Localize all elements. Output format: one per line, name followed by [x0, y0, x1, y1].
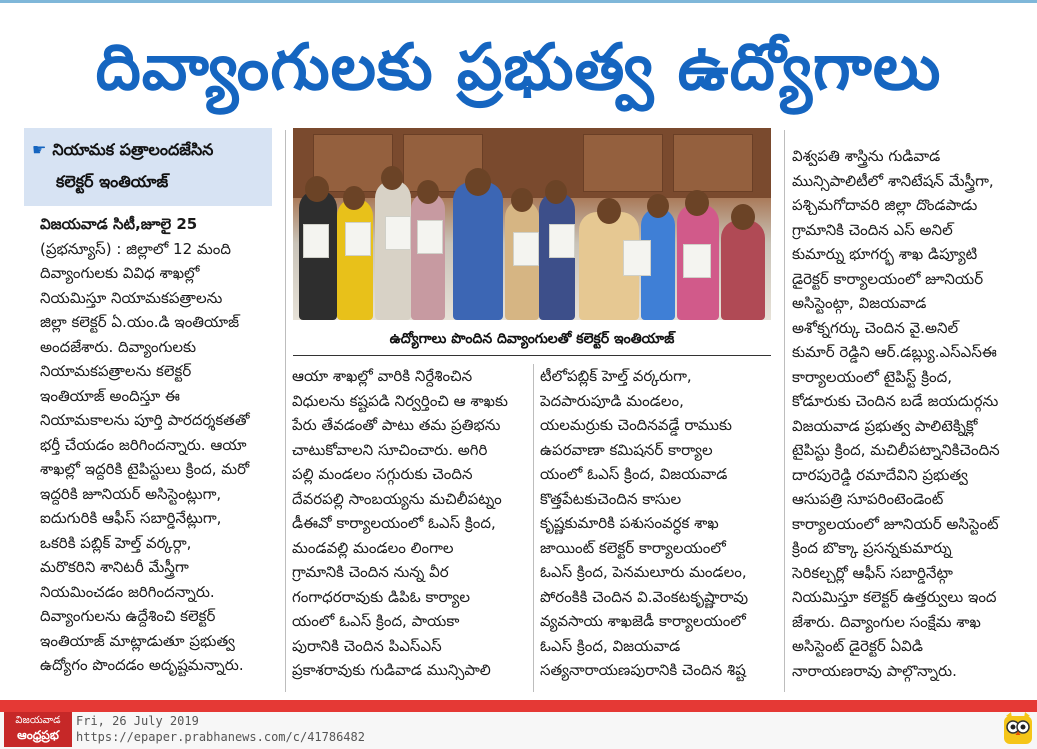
subhead-line-2: కలెక్టర్ ఇంతియాజ్ [56, 172, 169, 191]
article-line: ఒకరికి పబ్లిక్ హెల్త్ వర్కర్గా, [40, 533, 192, 552]
article-line: కోడూరుకు చెందిన బడే జయదుర్గను [792, 392, 999, 410]
article-line: నియామకపత్రాలను కలెక్టర్ [40, 362, 192, 380]
photo-paper [623, 240, 651, 276]
article-column-2 [292, 364, 532, 692]
edition-date: Fri, 26 July 2019 [76, 714, 199, 728]
photo-paper [385, 216, 411, 250]
article-line: డీఈవో కార్యాలయంలో ఓఎస్ క్రింద, [292, 514, 496, 532]
photo-head [545, 180, 567, 204]
photo-person [375, 180, 411, 320]
photo-head [305, 176, 329, 202]
article-line: కార్యాలయంలో జూనియర్ అసిస్టెంట్ [792, 514, 999, 533]
article-line: ఆసుపత్రి సూపరింటెండెంట్ [792, 490, 944, 508]
article-line: పెదపారుపూడి మండలం, [540, 391, 684, 410]
article-line: కుమార్ను భూగర్భ శాఖ డిప్యూటి [792, 245, 978, 263]
article-line: ఉపరవాణా కమిషనర్ కార్యాల [540, 440, 713, 459]
photo-head [381, 166, 403, 190]
article-line: దేవరపల్లి సాంబయ్యను మచిలీపట్నం [292, 489, 502, 508]
article-line: పురానికి చెందిన పిఎస్ఎస్ [292, 636, 442, 655]
photo-head [343, 186, 365, 210]
article-line: కార్యాలయంలో టైపిస్ట్ క్రింద, [792, 367, 953, 386]
article-line: ఇంతియాజ్ అందిస్తూ ఈ [40, 386, 180, 405]
photo-wall-panel [673, 134, 753, 192]
photo-head [731, 204, 755, 230]
article-line: విశ్వపతి శాస్త్రిను గుడివాడ [792, 147, 941, 165]
article-line: క్రింద బొక్కా ప్రసన్నకుమార్ను [792, 539, 952, 557]
article-line: నారాయణరావు పాల్గొన్నారు. [792, 661, 957, 680]
article-line: మరొకరిని శానిటరీ మేస్త్రీగా [40, 558, 189, 576]
article-line: వ్యవసాయ శాఖజెడీ కార్యాలయంలో [540, 612, 746, 630]
photo-paper [549, 224, 575, 258]
article-line: ఓఎస్ క్రింద, విజయవాడ [540, 636, 681, 655]
article-line: ఇద్దరికి జూనియర్ అసిస్టెంట్లుగా, [40, 484, 222, 503]
article-line: అసిస్టెంట్గా, విజయవాడ [792, 294, 927, 312]
article-line: మున్సిపాలిటీలో శానిటేషన్ మేస్త్రీగా, [792, 171, 994, 190]
article-column-1 [40, 212, 280, 692]
logo-edition: విజయవాడ [15, 715, 61, 726]
headline: దివ్యాంగులకు ప్రభుత్వ ఉద్యోగాలు [95, 31, 942, 105]
article-line: కృష్ణకుమారికి పశుసంవర్ధక శాఖ [540, 514, 719, 532]
article-line: ఆయా శాఖల్లో వారికి నిర్దేశించిన [292, 367, 473, 385]
photo-person [721, 220, 765, 320]
photo-head [417, 180, 439, 204]
article-line: గంగాధరరావుకు డిపిఓ కార్యాల [292, 587, 471, 606]
photo-person [337, 198, 373, 320]
article-line: టీలోపబ్లిక్ హెల్త్ వర్కరుగా, [540, 367, 692, 385]
photo-paper [345, 222, 371, 256]
article-line: జాయింట్ కలెక్టర్ కార్యాలయంలో [540, 538, 726, 557]
photo-paper [303, 224, 329, 258]
article-line: ఓఎస్ క్రింద, పెనమలూరు మండలం, [540, 563, 747, 581]
article-line: డైరెక్టర్ కార్యాలయంలో జూనియర్ [792, 269, 984, 288]
article-line: విజయవాడ ప్రభుత్వ పాలిటెక్నిక్లో [792, 416, 978, 435]
photo-wall-panel [583, 134, 663, 192]
article-column-4 [792, 144, 1032, 692]
article-line: దారపురెడ్డి రమాదేవిని ప్రభుత్వ [792, 465, 968, 484]
article-line: (ప్రభన్యూస్) : జిల్లాలో 12 మంది [40, 239, 231, 258]
photo-head [647, 194, 669, 218]
column-divider [533, 364, 534, 692]
article-line: యంలో ఓఎస్ క్రింద, పాయకా [292, 612, 460, 630]
article-line: జిల్లా కలెక్టర్ ఏ.యం.డి ఇంతియాజ్ [40, 313, 240, 331]
article-line: అందజేశారు. దివ్యాంగులకు [40, 337, 197, 356]
pointing-hand-icon: ☛ [32, 140, 47, 159]
article-line: టైపిస్టు క్రింద, మచిలీపట్నానికిచెందిన [792, 441, 1000, 459]
newspaper-logo[interactable] [4, 712, 72, 747]
dateline: విజయవాడ సిటీ,జూలై 25 [40, 215, 198, 233]
article-line: మండవల్లి మండలం లింగాల [292, 538, 454, 557]
photo-person [453, 182, 503, 320]
article-line: పోరంకికి చెందిన వి.వెంకటకృష్ణారావు [540, 587, 749, 606]
article-line: నియమిస్తూ కలెక్టర్ ఉత్తర్వులు ఇంద [792, 588, 997, 606]
article-line: దివ్యాంగులకు వివిధ శాఖల్లో [40, 264, 200, 282]
photo-person [411, 192, 445, 320]
photo-paper [513, 232, 539, 266]
article-line: చాటుకోవాలని సూచించారు. అగిరి [292, 440, 488, 459]
article-column-3 [540, 364, 780, 692]
article-line: ప్రకాశరావుకు గుడివాడ మున్సిపాలి [292, 661, 491, 679]
subhead-box [24, 128, 272, 206]
article-line: అసిస్టెంట్ డైరెక్టర్ ఏవిడి [792, 637, 923, 655]
news-photo [293, 128, 771, 320]
photo-head [597, 198, 621, 224]
article-line: దివ్యాంగులను ఉద్దేశించి కలెక్టర్ [40, 607, 216, 625]
article-line: అశోక్నగర్కు చెందిన వై.అనిల్ [792, 318, 959, 337]
photo-paper [417, 220, 443, 254]
photo-head [465, 168, 491, 196]
article-line: కుమార్ రెడ్డిని ఆర్.డబ్ల్యు.ఎస్ఎస్ఈ [792, 343, 997, 361]
top-rule [0, 0, 1037, 3]
logo-name: ఆంధ్రప్రభ [17, 728, 59, 742]
subhead-line-1 [32, 134, 264, 166]
photo-paper [683, 244, 711, 278]
article-line: నియమించడం జరిగిందన్నారు. [40, 582, 215, 601]
column-divider [285, 130, 286, 692]
epaper-link[interactable]: https://epaper.prabhanews.com/c/41786482 [76, 730, 365, 744]
article-line: జేశారు. దివ్యాంగుల సంక్షేమ శాఖ [792, 612, 981, 631]
article-line: నియమిస్తూ నియామకపత్రాలను [40, 288, 223, 307]
article-line: గ్రామానికి చెందిన నున్న వీర [292, 563, 449, 581]
article-line: యంలో ఓఎస్ క్రింద, విజయవాడ [540, 465, 728, 483]
article-line: గ్రామానికి చెందిన ఎస్ అనిల్ [792, 220, 953, 239]
photo-caption: ఉద్యోగాలు పొందిన దివ్యాంగులతో కలెక్టర్ ఇంతియాజ్ [293, 322, 771, 356]
article-line: భర్తీ చేయడం జరిగిందన్నారు. ఆయా [40, 435, 247, 454]
article-line: ఐదుగురికి ఆఫీస్ సబార్డినేట్లుగా, [40, 509, 222, 527]
photo-head [511, 188, 533, 212]
article-line: కొత్తపేటకుచెందిన కాసుల [540, 489, 682, 508]
article-line: సెరికల్చర్లో ఆఫీస్ సబార్డినేట్గా [792, 563, 953, 582]
photo-head [685, 190, 709, 216]
article-line: ఇంతియాజ్ మాట్లాడుతూ ప్రభుత్వ [40, 631, 235, 650]
article-line: ఉద్యోగం పొందడం అదృష్టమన్నారు. [40, 656, 244, 674]
article-line: సత్యనారాయణపురానికి చెందిన శిష్ట [540, 661, 746, 679]
article-line: యలమర్రుకు చెందినవడ్డే రాముకు [540, 416, 732, 434]
footer-red-band [0, 700, 1037, 712]
article-line: విధులను కష్టపడి నిర్వర్తించి ఆ శాఖకు [292, 391, 508, 410]
column-divider [784, 130, 785, 692]
article-line: పశ్చిమగోదావరి జిల్లా దొండపాడు [792, 196, 978, 214]
article-line: శాఖల్లో ఇద్దరికి టైపిస్టులు క్రింద, మరో [40, 460, 250, 478]
article-line: పల్లి మండలం సగ్గురుకు చెందిన [292, 465, 473, 483]
owl-logo-icon [1002, 712, 1034, 746]
article-line: నియామకాలను పూర్తి పారదర్శకతతో [40, 411, 250, 429]
article-line: పేరు తేవడంతో పాటు తమ ప్రతిభను [292, 416, 501, 434]
subhead-text-1: నియామక పత్రాలందజేసిన [52, 140, 214, 159]
